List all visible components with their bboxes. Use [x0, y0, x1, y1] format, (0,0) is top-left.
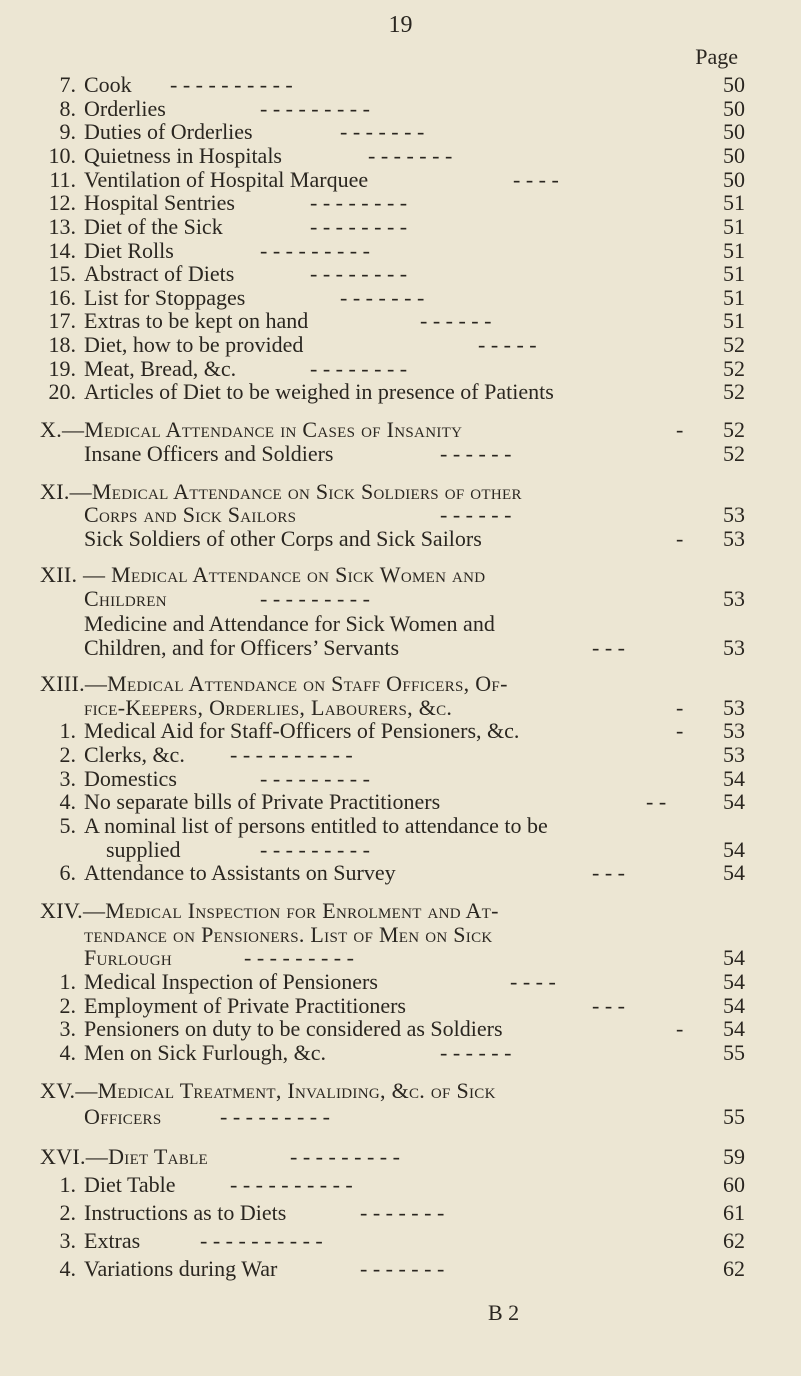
toc-subentry-cont: Children, and for Officers’ Servants - - - 53: [84, 634, 745, 660]
toc-row: 7. Cook - - - - - - - - - - 50: [59, 72, 745, 97]
section-heading-x: X.—Medical Attendance in Cases of Insanity - 52: [40, 417, 745, 443]
toc-row: 9. Duties of Orderlies - - - - - - - 50: [59, 119, 745, 145]
folio-number: 19: [388, 12, 413, 38]
toc-row: 11. Ventilation of Hospital Marquee - - - - 50: [49, 166, 745, 192]
toc-row: 13. Diet of the Sick - - - - - - - - 51: [48, 213, 745, 239]
toc-row: 1. Medical Aid for Staff-Officers of Pensioners, &c. - 53: [59, 718, 745, 744]
toc-row: 14. Diet Rolls - - - - - - - - - 51: [48, 237, 745, 263]
section-heading-xvi: XVI.—Diet Table - - - - - - - - - 59: [40, 1144, 745, 1169]
section-heading-xiv-cont: tendance on Pensioners. List of Men on Sick: [84, 921, 493, 947]
toc-row: 3. Domestics - - - - - - - - - 54: [59, 765, 745, 791]
toc-row-cont: supplied - - - - - - - - - 54: [106, 836, 745, 862]
section-heading-xv-cont: Officers - - - - - - - - - 55: [84, 1104, 745, 1129]
toc-row: 1. Medical Inspection of Pensioners - - - - 54: [59, 969, 745, 995]
toc-subentry: Medicine and Attendance for Sick Women and: [84, 611, 495, 637]
section-heading-xi: XI.—Medical Attendance on Sick Soldiers of other: [40, 478, 522, 504]
toc-row: 4. Variations during War - - - - - - - 62: [59, 1256, 745, 1281]
toc-subentry: Sick Soldiers of other Corps and Sick Sailors - 53: [84, 526, 745, 552]
toc-subentry: Insane Officers and Soldiers - - - - - - 52: [84, 440, 745, 466]
toc-row: 3. Pensioners on duty to be considered as Soldiers - 54: [59, 1016, 745, 1042]
toc-row: 6. Attendance to Assistants on Survey - - - 54: [59, 860, 745, 886]
toc-row: 5. A nominal list of persons entitled to attendance to be: [59, 812, 548, 838]
toc-row: 17. Extras to be kept on hand - - - - - - 51: [48, 308, 745, 334]
section-heading-xv: XV.—Medical Treatment, Invaliding, &c. of Sick: [40, 1078, 496, 1103]
section-heading-xii: XII. — Medical Attendance on Sick Women and: [40, 562, 486, 588]
toc-row: 18. Diet, how to be provided - - - - - 52: [48, 332, 745, 358]
toc-row: 10. Quietness in Hospitals - - - - - - - 50: [48, 142, 745, 168]
signature-mark: B 2: [488, 1300, 520, 1325]
toc-row: 2. Clerks, &c. - - - - - - - - - - 53: [59, 742, 745, 768]
section-heading-xiii-cont: fice-Keepers, Orderlies, Labourers, &c. - 53: [84, 694, 745, 720]
toc-row: 12. Hospital Sentries - - - - - - - - 51: [48, 190, 745, 216]
toc-row: 16. List for Stoppages - - - - - - - 51: [48, 284, 745, 310]
toc-row: 8. Orderlies - - - - - - - - - 50: [59, 95, 745, 121]
toc-row: 19. Meat, Bread, &c. - - - - - - - - 52: [48, 355, 745, 381]
toc-row: 3. Extras - - - - - - - - - - 62: [59, 1228, 745, 1253]
section-heading-xiii: XIII.—Medical Attendance on Staff Officers, Of-: [40, 671, 508, 697]
section-heading-xii-cont: Children - - - - - - - - - 53: [84, 585, 745, 611]
toc-row: 1. Diet Table - - - - - - - - - - 60: [59, 1172, 745, 1197]
toc-row: 15. Abstract of Diets - - - - - - - - 51: [48, 261, 745, 287]
section-heading-xiv-cont: Furlough - - - - - - - - - 54: [84, 945, 745, 971]
toc-row: 2. Employment of Private Practitioners - - - 54: [59, 992, 745, 1018]
section-heading-xiv: XIV.—Medical Inspection for Enrolment and At-: [40, 898, 499, 924]
toc-row: 4. Men on Sick Furlough, &c. - - - - - - 55: [59, 1040, 745, 1065]
toc-row: 2. Instructions as to Diets - - - - - - - 61: [59, 1200, 745, 1225]
toc-row: 20. Articles of Diet to be weighed in presence of Patients 52: [48, 379, 745, 405]
section-heading-xi-cont: Corps and Sick Sailors - - - - - - 53: [84, 502, 745, 528]
toc-row: 4. No separate bills of Private Practitioners - - 54: [59, 789, 745, 815]
page-column-header: Page: [695, 44, 738, 69]
